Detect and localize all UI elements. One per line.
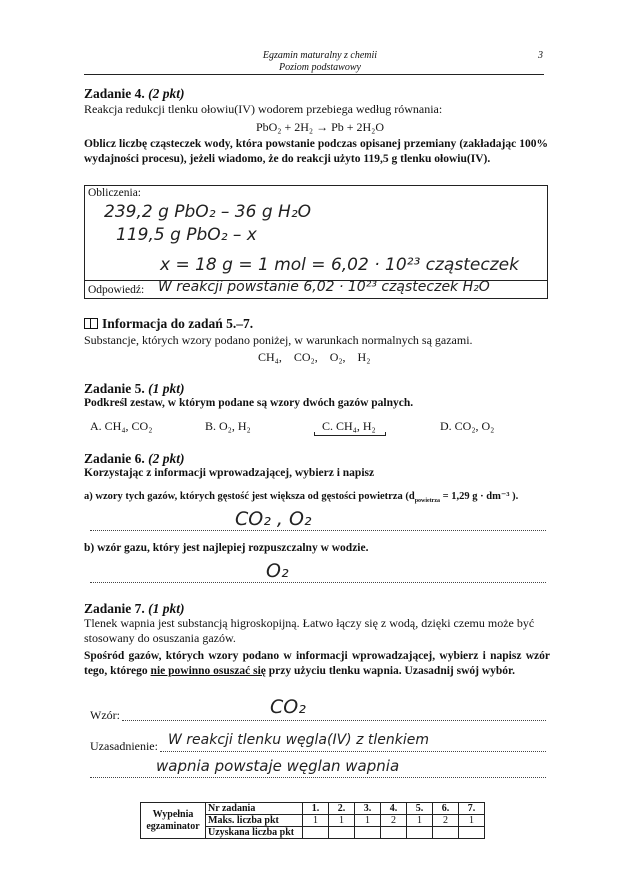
score-cell: 7. [459,803,485,815]
score-cell: 1 [459,815,485,827]
task5-option-b: B. O₂, H₂ [205,419,251,433]
header-exam-title: Egzamin maturalny z chemii [262,50,378,61]
header-rule [84,74,544,75]
page-number: 3 [538,50,543,61]
score-cell: 1 [355,815,381,827]
task4-hw-line3: x = 18 g = 1 mol = 6,02 · 10²³ cząsteczek [160,255,519,275]
score-cell: 2 [381,815,407,827]
score-table-label: Wypełnia egzaminator [141,803,206,839]
score-cell: 2. [329,803,355,815]
task5-points: (1 pkt) [148,381,185,396]
task7-uzasadnienie-label: Uzasadnienie: [90,739,158,753]
task6-part-a-end: = 1,29 g · dm⁻³ ). [440,491,519,502]
task6-answer-line-b [90,582,546,583]
task5-instruction: Podkreśl zestaw, w którym podane są wzory dwóch gazów palnych. [84,397,414,409]
score-cell: 1 [303,815,329,827]
task4-hw-line1: 239,2 g PbO₂ – 36 g H₂O [104,202,312,222]
task4-intro: Reakcja redukcji tlenku ołowiu(IV) wodorem przebiega według równania: [84,102,443,116]
score-cell: 1 [407,815,433,827]
score-cell: 3. [355,803,381,815]
task6-heading [84,451,185,467]
task5-option-c: C. CH₄, H₂ [322,419,376,433]
info-title: Informacja do zadań 5.–7. [102,316,254,331]
task6-part-b: b) wzór gazu, który jest najlepiej rozpuszczalny w wodzie. [84,542,369,554]
score-input-cell[interactable] [407,827,433,839]
task6-points: (2 pkt) [148,451,185,466]
score-row-label: Maks. liczba pkt [206,815,303,827]
task6-hw-b: O₂ [266,560,289,582]
task5-option-d: D. CO₂, O₂ [440,419,495,433]
score-cell: 2 [433,815,459,827]
score-input-cell[interactable] [433,827,459,839]
task7-wzor-label: Wzór: [90,708,120,722]
task6-part-a [84,490,518,504]
task7-wzor-line [122,720,546,721]
score-cell: 4. [381,803,407,815]
score-cell: 1 [329,815,355,827]
score-cell: 5. [407,803,433,815]
task7-hw-uzasadnienie-1: W reakcji tlenku węgla(IV) z tlenkiem [168,732,429,748]
task4-instruction: Oblicz liczbę cząsteczek wody, która powstanie podczas opisanej przemiany (zakładając 100% wydajności procesu), jeżeli wiadomo, że do reakcji użyto 119,5 g tlenku ołowiu(IV). [84,138,548,165]
task4-hw-answer: W reakcji powstanie 6,02 · 10²³ cząsteczek H₂O [158,279,490,295]
score-input-cell[interactable] [459,827,485,839]
task7-heading [84,601,185,617]
task6-answer-line-a [90,530,546,531]
task4-points: (2 pkt) [148,86,185,101]
score-input-cell[interactable] [381,827,407,839]
score-input-cell[interactable] [303,827,329,839]
task7-instruction-underlined: nie powinno osuszać się [150,665,266,677]
task7-uzasadnienie-line2 [90,777,546,778]
info-text: Substancje, których wzory podano poniżej, w warunkach normalnych są gazami. [84,333,473,347]
score-cell: 6. [433,803,459,815]
task6-part-a-text: a) wzory tych gazów, których gęstość jest większa od gęstości powietrza (d [84,491,415,502]
info-heading [84,316,253,332]
task7-instruction [84,649,550,679]
score-cell: 1. [303,803,329,815]
task6-instruction: Korzystając z informacji wprowadzającej, wybierz i napisz [84,467,375,479]
score-input-cell[interactable] [329,827,355,839]
task7-instruction-part2: przy użyciu tlenku wapnia. Uzasadnij swój wybór. [265,665,515,677]
task7-title: Zadanie 7. [84,601,145,616]
task5-option-c-underline [314,432,386,436]
task6-part-a-sub: powietrza [414,498,441,505]
task7-hw-uzasadnienie-2: wapnia powstaje węglan wapnia [156,757,400,775]
task7-instruction-part1: Spośród gazów, których wzory podano w informacji wprowadzającej, wybierz i napisz wzór tego, którego [84,650,550,677]
task5-heading [84,381,185,397]
task7-text: Tlenek wapnia jest substancją higroskopijną. Łatwo łączy się z wodą, dzięki czemu może być stosowany do osuszania gazów. [84,616,535,645]
task4-calc-label: Obliczenia: [88,187,142,199]
score-table [140,802,485,839]
header-level: Poziom podstawowy [279,62,361,73]
info-formulas: CH₄, CO₂, O₂, H₂ [258,350,371,364]
task7-points: (1 pkt) [148,601,185,616]
task5-title: Zadanie 5. [84,381,145,396]
book-icon [84,318,98,329]
task4-equation: PbO₂ + 2H₂ → Pb + 2H₂O [255,120,385,134]
task7-hw-wzor: CO₂ [270,696,306,718]
score-row-label: Uzyskana liczba pkt [206,827,303,839]
task4-heading [84,86,185,102]
task4-hw-line2: 119,5 g PbO₂ – x [116,225,257,245]
task4-answer-label: Odpowiedź: [88,284,145,296]
score-row-label: Nr zadania [206,803,303,815]
task7-uzasadnienie-line1 [160,751,546,752]
task6-title: Zadanie 6. [84,451,145,466]
score-input-cell[interactable] [355,827,381,839]
task4-title: Zadanie 4. [84,86,145,101]
task6-hw-a: CO₂ , O₂ [235,508,312,530]
task5-option-a: A. CH₄, CO₂ [90,419,153,433]
score-row-task-numbers [141,803,485,815]
